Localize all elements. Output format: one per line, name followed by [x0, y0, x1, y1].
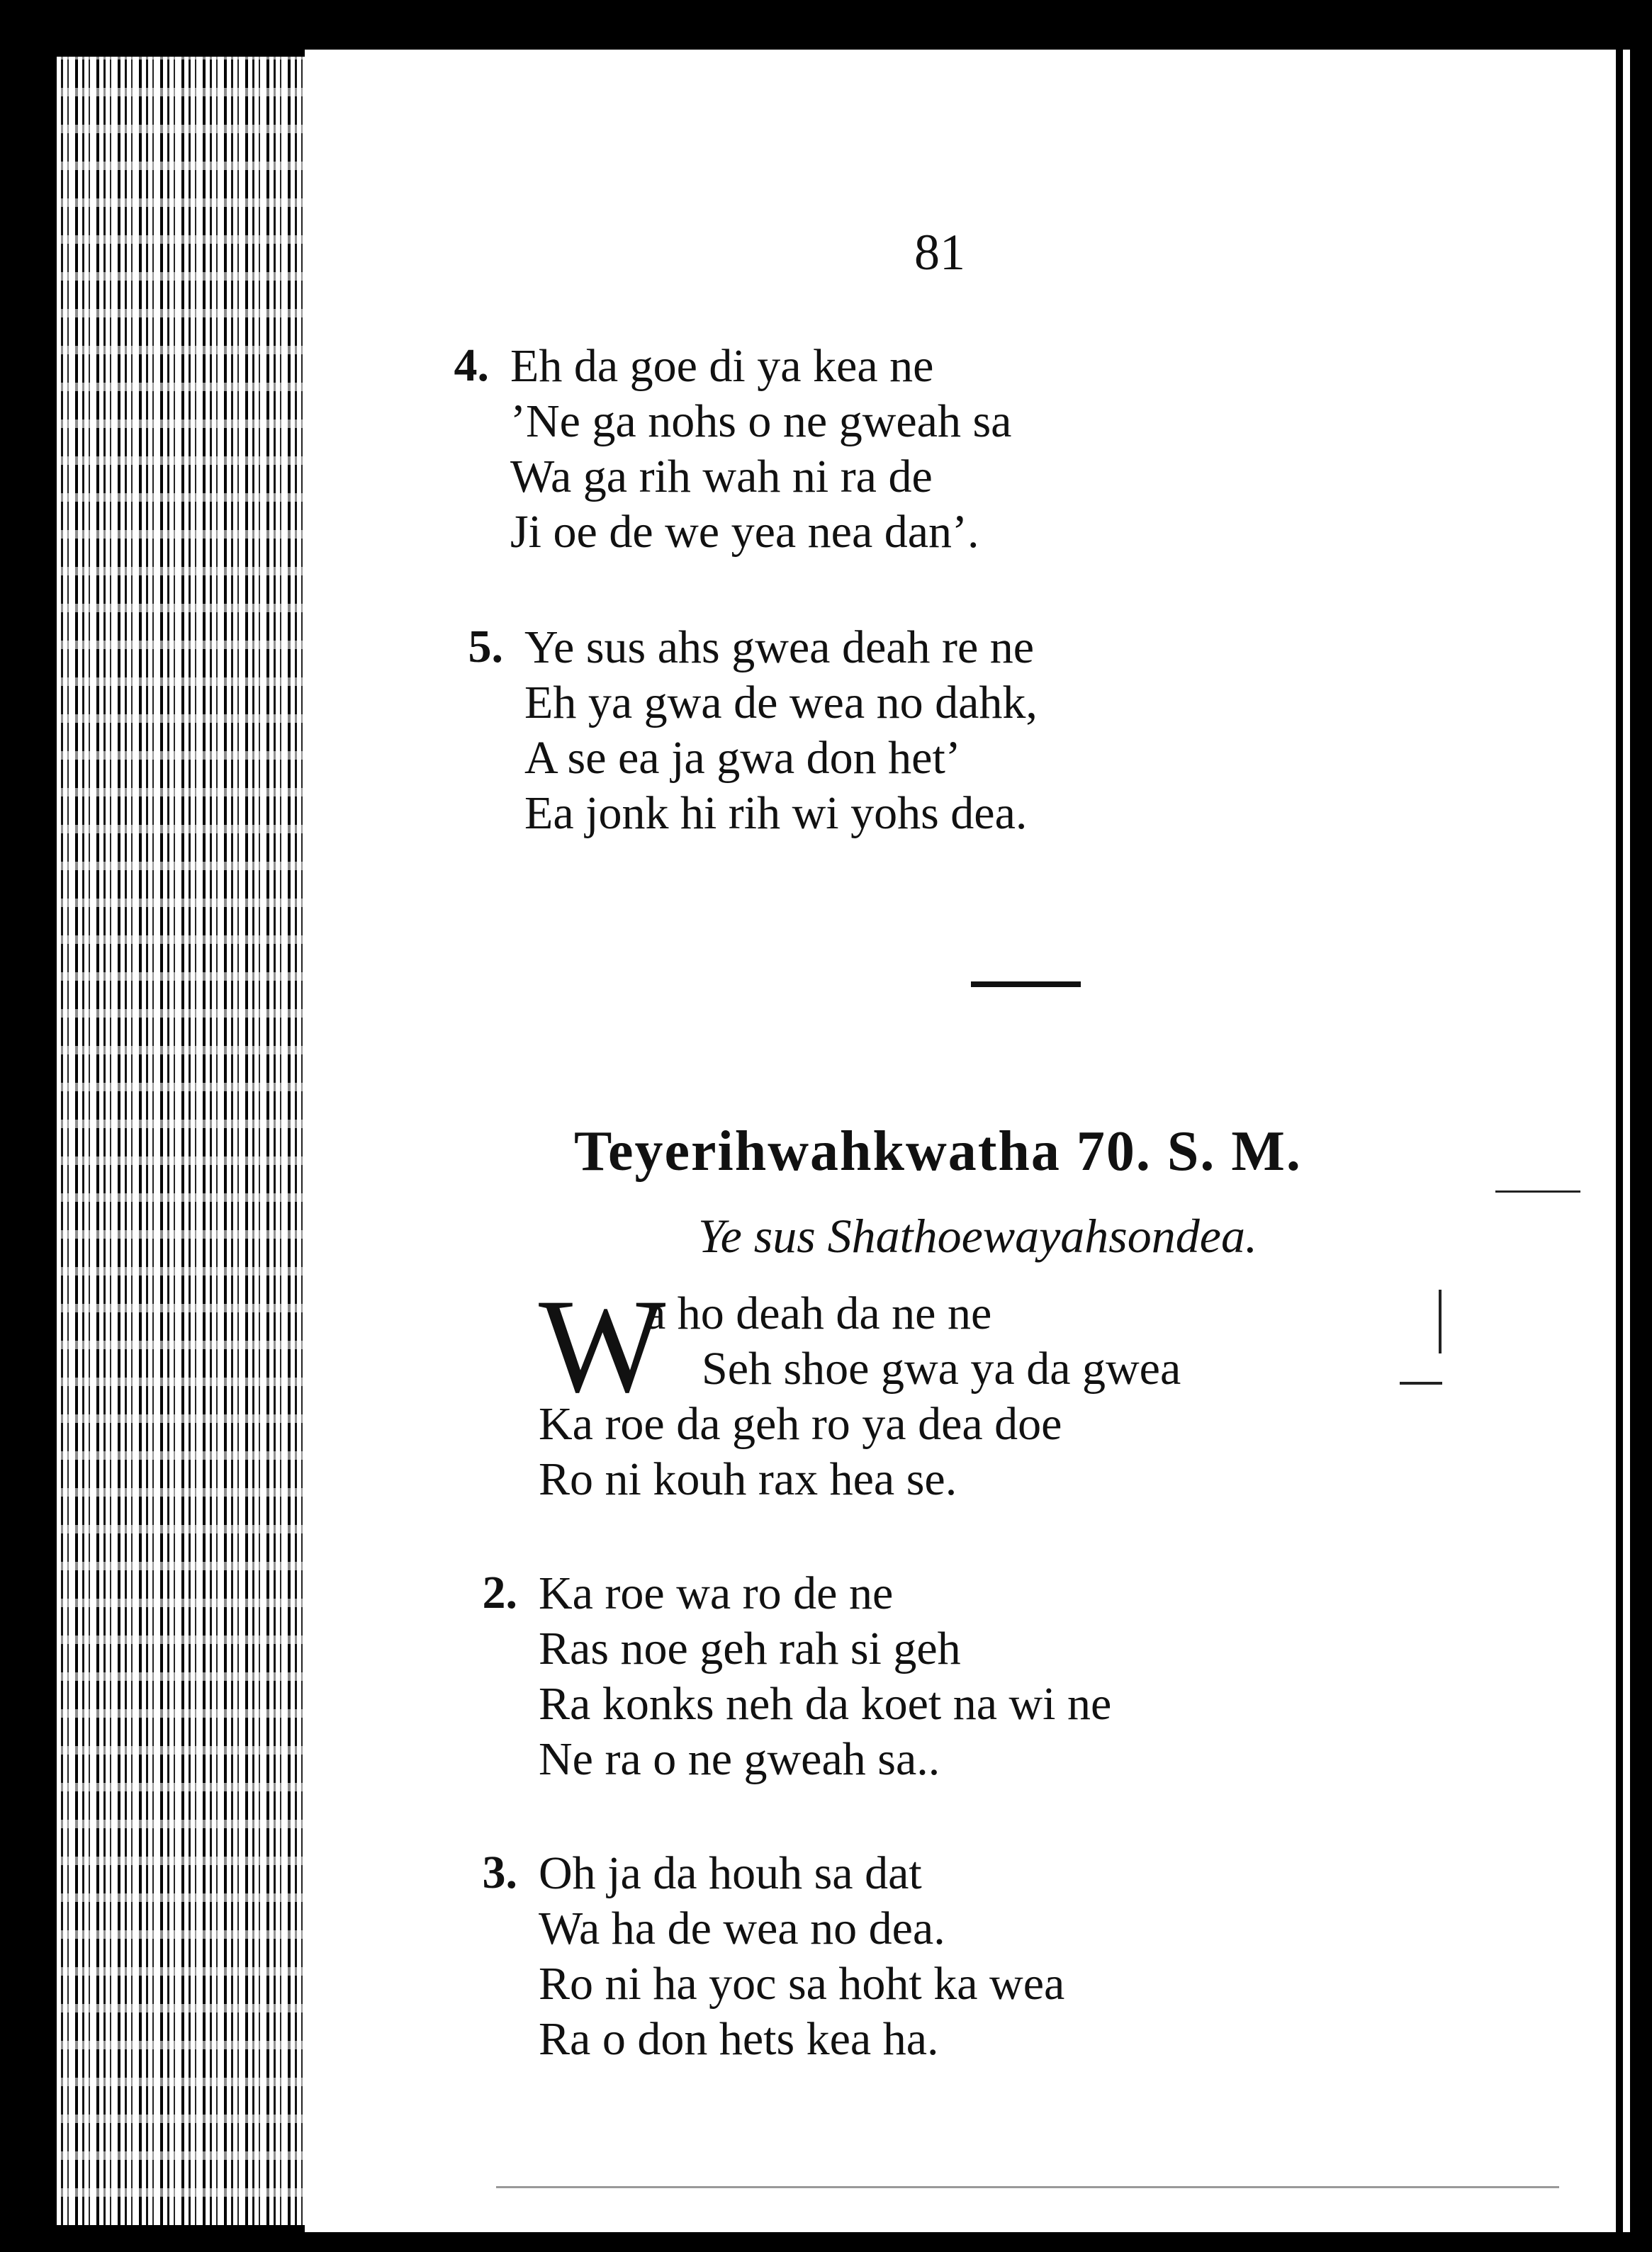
verse-line: Ea jonk hi rih wi yohs dea.: [524, 787, 1028, 839]
verse-line: Ne ra o ne gweah sa..: [539, 1733, 940, 1785]
stanza-number: 4.: [454, 339, 489, 391]
verse-line: Ka roe da geh ro ya dea doe: [539, 1398, 1062, 1450]
verse-line: Seh shoe gwa ya da gwea: [702, 1343, 1181, 1395]
verse-line: Ra o don hets kea ha.: [539, 2013, 939, 2065]
verse-line: Ye sus ahs gwea deah re ne: [524, 621, 1035, 673]
scan-speck: [1439, 1290, 1442, 1353]
section-divider: [971, 981, 1081, 987]
drop-cap: W: [539, 1272, 666, 1421]
scan-speck: [1400, 1382, 1442, 1385]
verse-line: Ro ni ha yoc sa hoht ka wea: [539, 1958, 1065, 2010]
verse-line: Ras noe geh rah si geh: [539, 1623, 961, 1674]
verse-line: Ji oe de we yea nea dan’.: [510, 506, 979, 558]
verse-line: Ra konks neh da koet na wi ne: [539, 1678, 1112, 1730]
verse-line: Ro ni kouh rax hea se.: [539, 1453, 957, 1505]
stanza-number: 2.: [482, 1567, 517, 1618]
verse-line: ’Ne ga nohs o ne gweah sa: [510, 395, 1012, 447]
verse-line: Eh da goe di ya kea ne: [510, 340, 934, 392]
verse-line: a ho deah da ne ne: [645, 1288, 992, 1339]
hymn-title: Teyerihwahkwatha 70. S. M.: [574, 1120, 1302, 1183]
hymn-subtitle: Ye sus Shathoewayahsondea.: [698, 1209, 1257, 1263]
scan-speck: [1495, 1190, 1580, 1193]
page-number: 81: [914, 224, 965, 281]
verse-line: Oh ja da houh sa dat: [539, 1847, 922, 1899]
verse-line: A se ea ja gwa don het’: [524, 732, 961, 784]
scan-speck: [496, 2186, 1559, 2188]
verse-line: Wa ga rih wah ni ra de: [510, 451, 933, 502]
page-right-border: [1616, 50, 1623, 2232]
verse-line: Ka roe wa ro de ne: [539, 1567, 894, 1619]
verse-line: Eh ya gwa de wea no dahk,: [524, 677, 1038, 728]
stanza-number: 3.: [482, 1847, 517, 1898]
verse-line: Wa ha de wea no dea.: [539, 1903, 945, 1954]
stanza-number: 5.: [468, 621, 503, 672]
book-page-edge: [57, 57, 305, 2225]
